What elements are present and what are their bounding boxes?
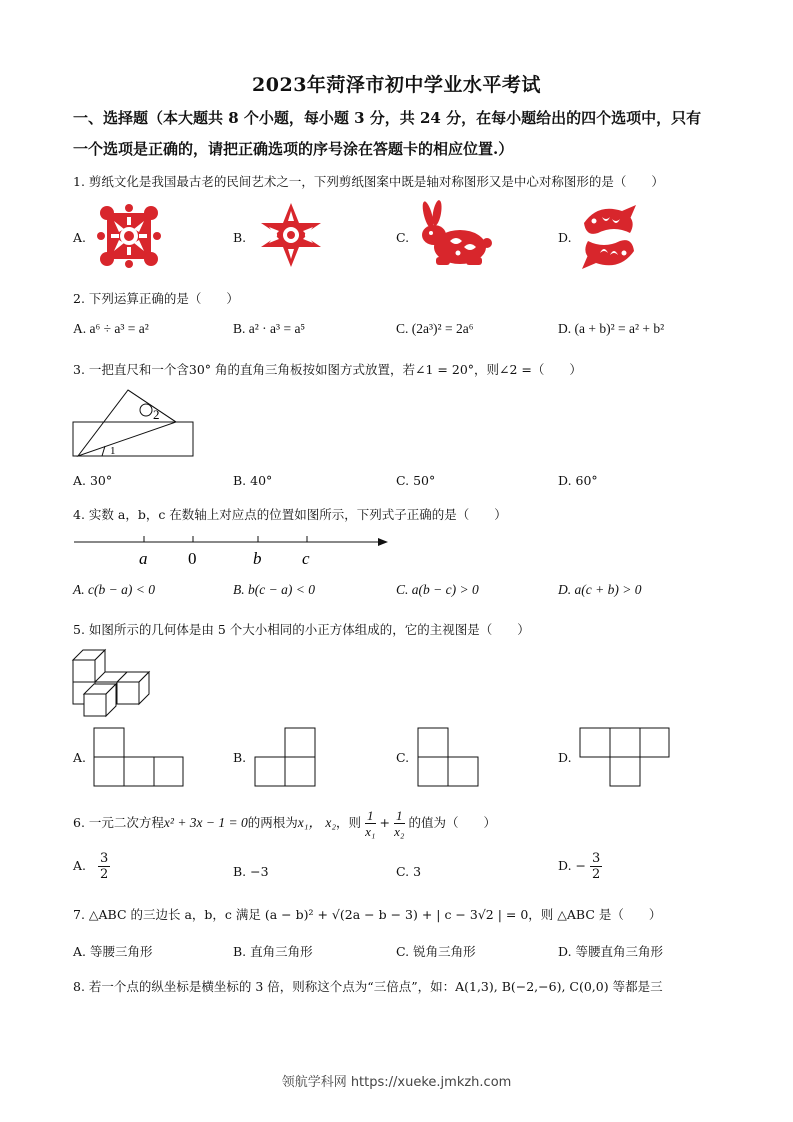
q5-view-c [417,727,479,787]
q6-stem-prefix: 6. 一元二次方程 [73,815,164,830]
q5-view-d [579,727,671,787]
paper-cut-square-icon [99,205,159,267]
paper-cut-rabbit-icon [414,201,492,271]
q3-stem: 3. 一把直尺和一个含30° 角的直角三角板按如图方式放置，若∠1 = 20°，则∠2 =（ ） [73,362,582,377]
q6-option-a: A. $\frac{3}{2}$ [73,851,109,882]
q6-stem [73,808,496,839]
q5-view-a [93,727,185,787]
q6-equation: x² + 3x − 1 = 0 [163,815,248,830]
q6-option-b: B. −3 [233,864,269,879]
q4-option-d: D. a(c + b) > 0 [558,582,642,597]
q6-option-c: C. 3 [396,864,422,879]
q4-option-c: C. a(b − c) > 0 [396,582,479,597]
paper-cut-snowflake-icon [255,201,327,269]
q5-option-d: D. [558,750,572,765]
ruler-triangle-figure [72,388,196,458]
q2-option-b: B. a² · a³ = a⁵ [233,321,306,336]
q1-option-c: C. [396,230,410,245]
angle-1-label: 1 [110,445,116,457]
q6-roots: x₁， x₂ [297,815,337,830]
q1-option-b: B. [233,230,247,245]
q5-stem: 5. 如图所示的几何体是由 5 个大小相同的小正方体组成的，它的主视图是（ ） [73,622,530,637]
section-heading-line1: 一、选择题（本大题共 8 个小题，每小题 3 分，共 24 分，在每小题给出的四个选项中，只有 [73,109,702,127]
q3-option-b: B. 40° [233,473,273,488]
q2-stem: 2. 下列运算正确的是（ ） [73,291,239,306]
cube-solid-figure [72,649,158,721]
footer-watermark: 领航学科网 https://xueke.jmkzh.com [281,1075,512,1090]
q7-option-d: D. 等腰直角三角形 [558,944,664,959]
axis-label-c: c [302,549,310,568]
q3-option-d: D. 60° [558,473,598,488]
section-heading-line2: 一个选项是正确的，请把正确选项的序号涂在答题卡的相应位置.） [73,140,514,158]
q5-option-b: B. [233,750,247,765]
angle-2-label: 2 [153,407,160,422]
q7-option-c: C. 锐角三角形 [396,944,476,959]
q3-option-c: C. 50° [396,473,436,488]
axis-label-a: a [139,549,148,568]
q6-option-d: D. − $\frac{3}{2}$ [558,851,601,882]
page-title: 2023年菏泽市初中学业水平考试 [252,74,541,96]
q2-option-c: C. (2a³)² = 2a⁶ [396,321,474,336]
q6-fraction-1: $\frac{1}{\text{x₁}}$ [365,808,376,839]
q2-option-a: A. a⁶ ÷ a³ = a² [73,321,149,336]
q3-option-a: A. 30° [73,473,113,488]
q1-stem: 1. 剪纸文化是我国最古老的民间艺术之一，下列剪纸图案中既是轴对称图形又是中心对称图形的是（ ） [73,174,664,189]
q2-option-d: D. (a + b)² = a² + b² [558,321,665,336]
paper-cut-fish-icon [578,203,640,271]
q6-stem-suffix: 的值为（ ） [408,815,496,830]
axis-label-0: 0 [188,549,197,568]
q6-fraction-2: $\frac{1}{\text{x₂}}$ [394,808,405,839]
q4-option-a: A. c(b − a) < 0 [73,582,155,597]
q7-option-b: B. 直角三角形 [233,944,313,959]
q8-stem: 8. 若一个点的纵坐标是横坐标的 3 倍，则称这个点为“三倍点”，如：A(1,3), B(−2,−6), C(0,0) 等都是三 [73,979,663,994]
q1-option-d: D. [558,230,572,245]
q4-option-b: B. b(c − a) < 0 [233,582,315,597]
q6-stem-mid: 的两根为 [247,815,298,830]
q6-stem-then: ，则 [336,815,362,830]
number-line-figure [72,530,392,570]
q7-option-a: A. 等腰三角形 [73,944,153,959]
q7-stem: 7. △ABC 的三边长 a，b，c 满足 (a − b)² + √(2a − b − 3) + | c − 3√2 | = 0，则 △ABC 是（ ） [73,907,662,922]
q6-plus: + [379,815,391,830]
q5-option-c: C. [396,750,410,765]
q4-stem: 4. 实数 a，b，c 在数轴上对应点的位置如图所示，下列式子正确的是（ ） [73,507,507,522]
q5-option-a: A. [73,750,87,765]
axis-label-b: b [253,549,262,568]
q1-option-a: A. [73,230,87,245]
q5-view-b [254,727,316,787]
